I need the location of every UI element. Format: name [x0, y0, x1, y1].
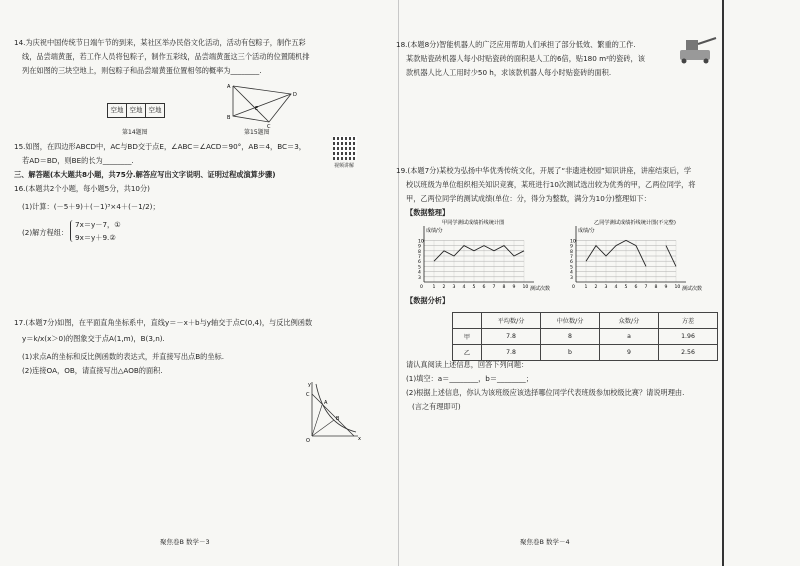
table-header-cell: 平均数/分 — [482, 313, 541, 329]
q17-figure — [300, 380, 362, 442]
q17-label-c: C — [306, 392, 310, 398]
right-footer: 聚焦卷B 数学－4 — [520, 538, 570, 546]
q15-figure — [225, 80, 300, 128]
x-tick-label: 7 — [492, 285, 496, 290]
y-tick-label: 9 — [418, 244, 421, 250]
table-cell: 甲 — [453, 329, 482, 345]
q16-part1: (1)计算：(－5＋9)＋(－1)³×4＋(－1/2)； — [22, 202, 160, 211]
x-axis-label: 测试次数 — [682, 286, 703, 292]
binding-line — [722, 0, 724, 566]
y-tick-label: 4 — [418, 270, 421, 276]
table-cell: 1.96 — [659, 329, 718, 345]
q14-figure — [107, 103, 164, 118]
table-cell: b — [541, 345, 600, 361]
q14-caption: 第14题图 — [122, 129, 148, 136]
brace — [70, 220, 74, 242]
left-footer: 聚焦卷B 数学－3 — [160, 538, 210, 546]
q19-sub1: (1)填空：a＝________，b＝________； — [406, 374, 533, 383]
q17-line4: (2)连接OA，OB，请直接写出△AOB的面积. — [22, 366, 163, 375]
y-tick-label: 3 — [570, 275, 573, 281]
x-tick-label: 6 — [634, 285, 638, 290]
q17-line2: y＝k/x(x＞0)的图象交于点A(1,m)，B(3,n). — [22, 334, 165, 343]
chart-title: 甲同学测试成绩折线统计图 — [442, 220, 505, 226]
x-tick-label: 10 — [522, 285, 529, 290]
x-tick-label: 4 — [462, 285, 466, 290]
table-cell: 8 — [541, 329, 600, 345]
q19-sub2-note: (言之有理即可) — [412, 402, 461, 411]
y-axis-label: 成绩/分 — [578, 228, 595, 234]
table-cell: 2.56 — [659, 345, 718, 361]
q19-intro: 请认真阅读上述信息，回答下列问题： — [406, 360, 529, 369]
q18-line3: 款机器人比人工用时少50 h，求该款机器人每小时贴瓷砖的面积. — [406, 68, 612, 77]
table-cell: 7.8 — [482, 329, 541, 345]
chart-yi — [560, 216, 703, 296]
x-tick-label: 9 — [512, 285, 516, 290]
chart-jia — [408, 216, 551, 296]
x-tick-label: 1 — [432, 285, 436, 290]
table-cell: 乙 — [453, 345, 482, 361]
q19-line3: 甲，乙两位同学的测试成绩(单位：分，得分为整数，满分为10分)整理如下： — [406, 194, 651, 203]
chart-title: 乙同学测试成绩折线统计图(不完整) — [594, 220, 676, 226]
table-cell: a — [600, 329, 659, 345]
page-fold — [398, 0, 399, 566]
y-tick-label: 10 — [570, 239, 576, 245]
table-cell: 9 — [600, 345, 659, 361]
y-tick-label: 4 — [570, 270, 573, 276]
series-line — [434, 246, 524, 262]
x-tick-label: 9 — [664, 285, 668, 290]
q16-heading: 16.(本题共2个小题，每小题5分，共10分) — [14, 184, 150, 193]
y-tick-label: 3 — [418, 275, 421, 281]
plot-box-1: 空地 — [107, 103, 127, 118]
table-row — [453, 345, 718, 361]
q17-label-o: O — [306, 438, 310, 444]
origin-label: 0 — [572, 285, 575, 290]
x-tick-label: 5 — [624, 285, 628, 290]
table-header-cell: 方差 — [659, 313, 718, 329]
x-tick-label: 1 — [584, 285, 588, 290]
x-tick-label: 3 — [452, 285, 456, 290]
x-tick-label: 8 — [502, 285, 506, 290]
q17-label-x: x — [358, 436, 361, 442]
plot-box-2: 空地 — [126, 103, 146, 118]
q14-line3: 列在如图的三块空地上，则包粽子和品尝端黄蛋位置相邻的概率为________. — [22, 66, 262, 75]
q19-line2: 校以班级为单位组织相关知识竞赛，某班进行10次测试选出较为优秀的甲，乙两位同学，将 — [406, 180, 696, 189]
q17-label-b: B — [336, 416, 340, 422]
y-tick-label: 8 — [570, 249, 573, 255]
table-header-cell: 众数/分 — [600, 313, 659, 329]
table-header-cell: 中位数/分 — [541, 313, 600, 329]
y-tick-label: 7 — [418, 255, 421, 260]
plot-box-3: 空地 — [145, 103, 165, 118]
y-tick-label: 10 — [418, 239, 424, 245]
q15-line1: 15.如图，在四边形ABCD中，AC与BD交于点E，∠ABC＝∠ACD＝90°，AB＝4，BC＝3， — [14, 142, 306, 151]
q18-line1: 18.(本题8分)智能机器人的广泛应用帮助人们承担了部分低效、繁重的工作. — [396, 40, 636, 49]
q17-line3: (1)求点A的坐标和反比例函数的表达式，并直接写出点B的坐标. — [22, 352, 225, 361]
x-tick-label: 4 — [614, 285, 618, 290]
q16-eq2: 9x＝y＋9.② — [75, 233, 116, 242]
y-tick-label: 8 — [418, 249, 421, 255]
table-row — [453, 329, 718, 345]
q18-line2: 某款贴瓷砖机器人每小时贴瓷砖的面积是人工的6倍，贴180 m²的瓷砖，该 — [406, 54, 645, 63]
table-header-cell — [453, 313, 482, 329]
q16-eq1: 7x＝y－7，① — [75, 220, 121, 229]
x-tick-label: 5 — [472, 285, 476, 290]
x-tick-label: 2 — [442, 285, 446, 290]
y-tick-label: 6 — [570, 260, 573, 266]
table-header-row — [453, 313, 718, 329]
q15-label-b: B — [227, 115, 231, 121]
q14-line2: 线，品尝端黄蛋，若工作人员将包粽子，制作五彩线，品尝端黄蛋这三个活动的位置随机排 — [22, 52, 310, 61]
data-tidy-heading: 【数据整理】 — [406, 208, 450, 217]
qr-caption: 视频讲解 — [334, 163, 355, 169]
q14-line1: 14.为庆祝中国传统节日端午节的到来，某社区举办民俗文化活动，活动有包粽子，制作五彩 — [14, 38, 306, 47]
data-analysis-heading: 【数据分析】 — [406, 296, 450, 305]
x-tick-label: 3 — [604, 285, 608, 290]
x-axis-label: 测试次数 — [530, 286, 551, 292]
q17-label-a: A — [324, 400, 328, 406]
q15-line2: 若AD＝BD，则BE的长为________. — [22, 156, 134, 165]
y-axis-label: 成绩/分 — [426, 228, 443, 234]
y-tick-label: 9 — [570, 244, 573, 250]
q15-caption: 第15题图 — [244, 129, 270, 136]
y-tick-label: 6 — [418, 260, 421, 266]
qr-code[interactable] — [333, 136, 357, 160]
y-tick-label: 7 — [570, 255, 573, 260]
x-tick-label: 2 — [594, 285, 598, 290]
q15-label-a: A — [227, 84, 231, 90]
q19-sub2: (2)根据上述信息，你认为该班级应该选择哪位同学代表班级参加校级比赛？请说明理由. — [406, 388, 685, 397]
table-cell: 7.8 — [482, 345, 541, 361]
data-analysis-table — [452, 312, 718, 361]
q15-label-c: C — [267, 124, 271, 130]
q19-line1: 19.(本题7分)某校为弘扬中华优秀传统文化，开展了“非遗进校园”知识讲座，讲座结束后，学 — [396, 166, 692, 175]
q17-line1: 17.(本题7分)如图，在平面直角坐标系中，直线y＝－x＋b与y轴交于点C(0,4)，与反比例函数 — [14, 318, 313, 327]
x-tick-label: 6 — [482, 285, 486, 290]
q15-label-e: E — [255, 106, 259, 112]
section-3-heading: 三、解答题(本大题共8小题，共75分.解答应写出文字说明、证明过程或演算步骤) — [14, 170, 276, 179]
x-tick-label: 10 — [674, 285, 681, 290]
x-tick-label: 8 — [654, 285, 658, 290]
y-tick-label: 5 — [570, 265, 573, 271]
q16-part2-prefix: (2)解方程组： — [22, 228, 69, 237]
y-tick-label: 5 — [418, 265, 421, 271]
robot-illustration — [672, 34, 722, 64]
x-tick-label: 7 — [644, 285, 648, 290]
q17-label-y: y — [308, 382, 311, 388]
q15-label-d: D — [293, 92, 297, 98]
origin-label: 0 — [420, 285, 423, 290]
